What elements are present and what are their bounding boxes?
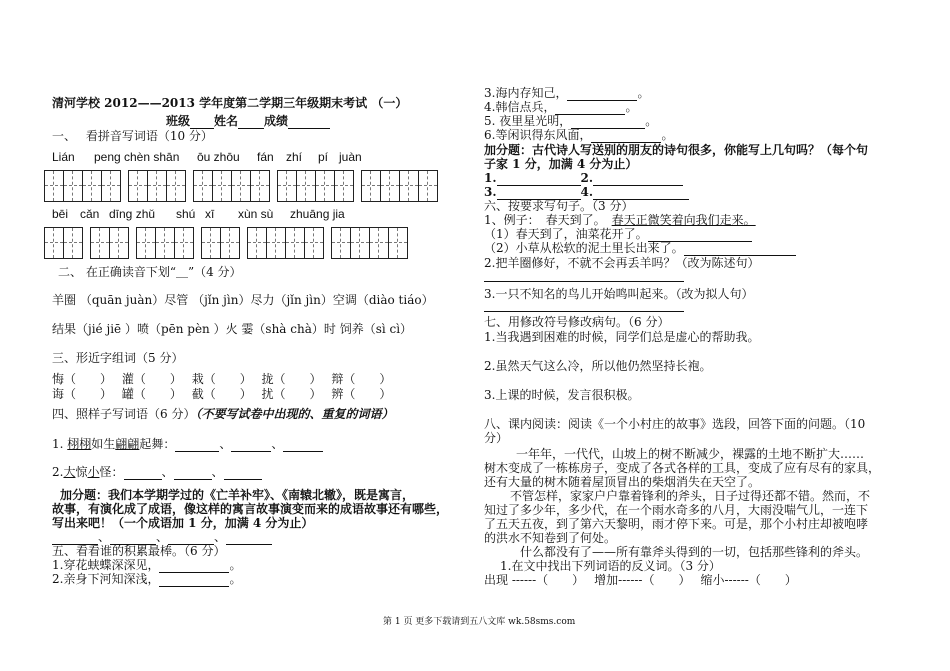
similar-char-row-2 <box>52 387 391 401</box>
answer-label: 3. <box>484 185 497 199</box>
passage-p2-l2: 知过了多少年，多少代，在一个雨水奇多的八月，大雨没喘气儿，一连下 <box>484 503 869 517</box>
answer-blank[interactable] <box>497 171 581 186</box>
answer-blank[interactable] <box>174 465 212 480</box>
poem-q4: 4.韩信点兵， 。 <box>484 100 638 114</box>
bonus-1-line-2: 故事，有演化成了成语，像这样的寓言故事演变而来的成语故事还有哪些， <box>52 502 449 516</box>
char-item: 扰（ ） <box>261 387 322 401</box>
poem-q5-text: 5. 夜里星光明， <box>484 114 572 128</box>
sentence-task-1-text: （1）春天到了，油菜花开了。 <box>484 227 648 241</box>
sentence-task-3: 2.把羊圈修好，不就不会再丢羊吗？（改为陈述句） <box>484 256 760 270</box>
poem-q1: 1.穿花蛱蝶深深见， 。 <box>52 558 242 572</box>
pinyin-12: shú <box>176 207 196 221</box>
poem-q1-text: 1.穿花蛱蝶深深见， <box>52 558 160 572</box>
word-box[interactable] <box>361 170 437 202</box>
pinyin-13: xī <box>205 207 215 221</box>
faulty-sentence-2: 2.虽然天气这么冷，所以他仍然坚持长袍。 <box>484 359 712 373</box>
pattern-q2: 2.大惊小怪： 、 、 <box>52 465 262 480</box>
answer-blank[interactable] <box>124 465 162 480</box>
q-number: 2. <box>52 465 64 479</box>
pattern-q1: 1. 栩栩如生翩翩起舞： 、 、 <box>52 437 323 452</box>
antonym-item: 出现 ------（ ） <box>484 573 585 587</box>
bonus-2-line-2: 子家 1 分，加满 4 分为止） <box>484 157 638 171</box>
pinyin-1: Lián <box>52 150 75 164</box>
bonus-1-line-3: 写出来吧！（一个成语加 1 分，加满 4 分为止） <box>52 516 314 530</box>
passage-p2-l3: 了五天五夜，到了第六天黎明，雨才停下来。可是，那个小村庄却被咆哮 <box>484 517 869 531</box>
reading-q1: 1.在文中找出下列词语的反义词。（3 分） <box>500 559 721 573</box>
answer-blank[interactable] <box>159 572 229 587</box>
word-box[interactable] <box>193 170 269 202</box>
pinyin-15: zhuāng jia <box>290 207 345 221</box>
score-blank[interactable] <box>288 114 330 129</box>
pinyin-3: chèn shān <box>124 150 180 164</box>
word-box[interactable] <box>277 170 353 202</box>
exam-title: 清河学校 2012——2013 学年度第二学期三年级期末考试 （一） <box>52 96 408 110</box>
name-label: 姓名 <box>214 114 239 128</box>
section-8-heading: 八、课内阅读：阅读《一个小村庄的故事》选段，回答下面的问题。（10 <box>484 417 866 431</box>
pattern-word-b: 如生 <box>91 437 116 451</box>
char-item: 拢（ ） <box>261 372 322 386</box>
sentence-task-2 <box>484 241 796 256</box>
word-box[interactable] <box>331 227 407 259</box>
pronunciation-line-2: 结果（jié jiē ）喷（pēn pèn ）火 霎（shà chà）时 饲养（sì cì） <box>52 322 413 336</box>
pattern-word-d: 起舞： <box>139 437 176 451</box>
answer-blank[interactable] <box>555 100 625 115</box>
answer-blank[interactable] <box>684 241 796 256</box>
char-item: 诲（ ） <box>52 387 113 401</box>
student-info-line <box>166 114 330 129</box>
pinyin-4: ōu zhōu <box>197 150 240 164</box>
word-box[interactable] <box>90 227 128 259</box>
antonym-item: 增加------（ ） <box>594 573 691 587</box>
answer-label: 1. <box>484 171 497 185</box>
writing-grid-row-2 <box>44 227 407 259</box>
class-label: 班级 <box>166 114 191 128</box>
answer-blank[interactable] <box>159 558 229 573</box>
faulty-sentence-3: 3.上课的时候，发言很积极。 <box>484 388 640 402</box>
writing-grid-row-1 <box>44 170 437 202</box>
poem-q3-text: 3.海内存知己， <box>484 86 568 100</box>
pattern-char-c: 小 <box>87 465 100 479</box>
answer-blank[interactable] <box>593 185 689 200</box>
pinyin-10: cǎn <box>80 207 100 221</box>
answer-blank[interactable] <box>591 128 661 143</box>
pinyin-7: pí <box>318 150 329 164</box>
bonus-1-line-1: 加分题：我们本学期学过的《亡羊补牢》、《南辕北辙》，既是寓言， <box>60 488 415 502</box>
bonus-2-line-1: 加分题：古代诗人写送别的朋友的诗句很多，你能写上几句吗？（每个句 <box>484 143 869 157</box>
section-4-note: （不要写试卷中出现的、重复的词语） <box>195 407 394 421</box>
pattern-word-c: 翩翩 <box>115 437 140 451</box>
section-1-heading: 一、 看拼音写词语（10 分） <box>52 129 213 143</box>
poem-q2-text: 2.亲身下河知深浅， <box>52 572 160 586</box>
faulty-sentence-1: 1.当我遇到困难的时候，同学们总是虚心的帮助我。 <box>484 330 760 344</box>
answer-blank[interactable] <box>567 86 637 101</box>
pronunciation-line-1: 羊圈 （quān juàn）尽管 （jǐn jìn）尽力（jǐn jìn）空调（diào tiáo） <box>52 293 434 307</box>
section-5-heading: 五、看看谁的积累最棒。（6 分） <box>52 544 226 558</box>
char-item: 悔（ ） <box>52 372 113 386</box>
pattern-char-d: 怪： <box>99 465 124 479</box>
answer-blank[interactable] <box>168 530 214 545</box>
word-box[interactable] <box>128 170 185 202</box>
answer-blank[interactable] <box>175 437 219 452</box>
sentence-task-2-text: （2）小草从松软的泥土里长出来了。 <box>484 241 684 255</box>
section-2-heading: 二、 在正确读音下划“＿”（4 分） <box>58 265 242 279</box>
answer-blank[interactable] <box>571 114 645 129</box>
answer-blank[interactable] <box>593 171 683 186</box>
example-rewritten: 春天正微笑着向我们走来。 <box>611 213 756 227</box>
char-item: 辩（ ） <box>331 372 392 386</box>
similar-char-row-1 <box>52 372 391 386</box>
pinyin-14: xùn sù <box>238 207 274 221</box>
section-4-heading <box>52 407 393 421</box>
char-item: 罐（ ） <box>121 387 182 401</box>
word-box[interactable] <box>201 227 239 259</box>
word-box[interactable] <box>44 170 120 202</box>
antonym-row <box>484 573 797 587</box>
answer-label: 2. <box>580 171 594 185</box>
passage-p1-l1: 一年年，一代代，山坡上的树不断减少，裸露的土地不断扩大…… <box>516 447 865 461</box>
bonus-1-answers: 、 、 、 <box>52 530 272 545</box>
answer-blank[interactable] <box>52 530 98 545</box>
section-6-heading: 六、按要求写句子。（3 分） <box>484 199 634 213</box>
answer-blank[interactable] <box>648 227 752 242</box>
passage-p2-l1: 不管怎样，家家户户靠着锋利的斧头，日子过得还都不错。然而，不 <box>510 489 871 503</box>
example-original: 1、例子： 春天到了。 <box>484 213 612 227</box>
char-item: 辨（ ） <box>331 387 392 401</box>
pinyin-5: fán <box>257 150 274 164</box>
poem-q2: 2.亲身下河知深浅， 。 <box>52 572 242 586</box>
pattern-char-a: 大 <box>63 465 76 479</box>
pinyin-6: zhí <box>286 150 303 164</box>
pinyin-2: peng <box>94 150 121 164</box>
word-box[interactable] <box>44 227 82 259</box>
passage-p3: 什么都没有了——所有靠斧头得到的一切，包括那些锋利的斧头。 <box>520 545 869 559</box>
section-8-heading-cont: 分） <box>484 431 509 445</box>
char-item: 灌（ ） <box>121 372 182 386</box>
section-7-heading: 七、用修改符号修改病句。（6 分） <box>484 315 670 329</box>
word-box[interactable] <box>247 227 323 259</box>
pattern-word-a: 栩栩 <box>67 437 92 451</box>
pattern-char-b: 惊 <box>75 465 88 479</box>
answer-label: 4. <box>580 185 594 199</box>
pinyin-9: bēi <box>52 207 69 221</box>
poem-q4-text: 4.韩信点兵， <box>484 100 556 114</box>
passage-p2-l4: 的洪水不知卷到了何处。 <box>484 531 617 545</box>
passage-p1-l2: 树木变成了一栋栋房子，变成了各式各样的工具，变成了应有尽有的家具， <box>484 461 881 475</box>
pinyin-11: dīng zhǔ <box>109 207 156 221</box>
section-3-heading: 三、形近字组词（5 分） <box>52 351 184 365</box>
bonus-2-answers-row-2 <box>484 185 689 200</box>
page-footer: 第 1 页 更多下载请到五八文库 wk.58sms.com <box>383 617 576 627</box>
q-number: 1. <box>52 437 68 451</box>
section-4-title: 四、照样子写词语（6 分） <box>52 407 196 421</box>
passage-p1-l3: 还有大量的树木随着屋顶冒出的柴烟消失在天空了。 <box>484 475 761 489</box>
char-item: 截（ ） <box>191 387 252 401</box>
poem-q5: 5. 夜里星光明， 。 <box>484 114 658 128</box>
answer-line[interactable] <box>484 271 684 282</box>
sentence-task-1 <box>484 227 752 242</box>
answer-blank[interactable] <box>283 437 323 452</box>
bonus-2-answers-row-1 <box>484 171 683 186</box>
answer-line[interactable] <box>484 301 684 312</box>
char-item: 栽（ ） <box>191 372 252 386</box>
word-box[interactable] <box>136 227 193 259</box>
sentence-example <box>484 213 756 227</box>
antonym-item: 缩小------（ ） <box>700 573 797 587</box>
poem-q3: 3.海内存知己， 。 <box>484 86 650 100</box>
answer-blank[interactable] <box>110 530 156 545</box>
answer-blank[interactable] <box>224 465 262 480</box>
class-blank[interactable] <box>190 114 214 129</box>
answer-blank[interactable] <box>226 530 272 545</box>
score-label: 成绩 <box>264 114 289 128</box>
pinyin-8: juàn <box>339 150 362 164</box>
poem-q6-text: 6.等闲识得东风面， <box>484 128 592 142</box>
sentence-task-4: 3.一只不知名的鸟儿开始鸣叫起来。（改为拟人句） <box>484 287 754 301</box>
answer-blank[interactable] <box>231 437 271 452</box>
answer-blank[interactable] <box>497 185 581 200</box>
name-blank[interactable] <box>238 114 264 129</box>
poem-q6: 6.等闲识得东风面， 。 <box>484 128 674 142</box>
